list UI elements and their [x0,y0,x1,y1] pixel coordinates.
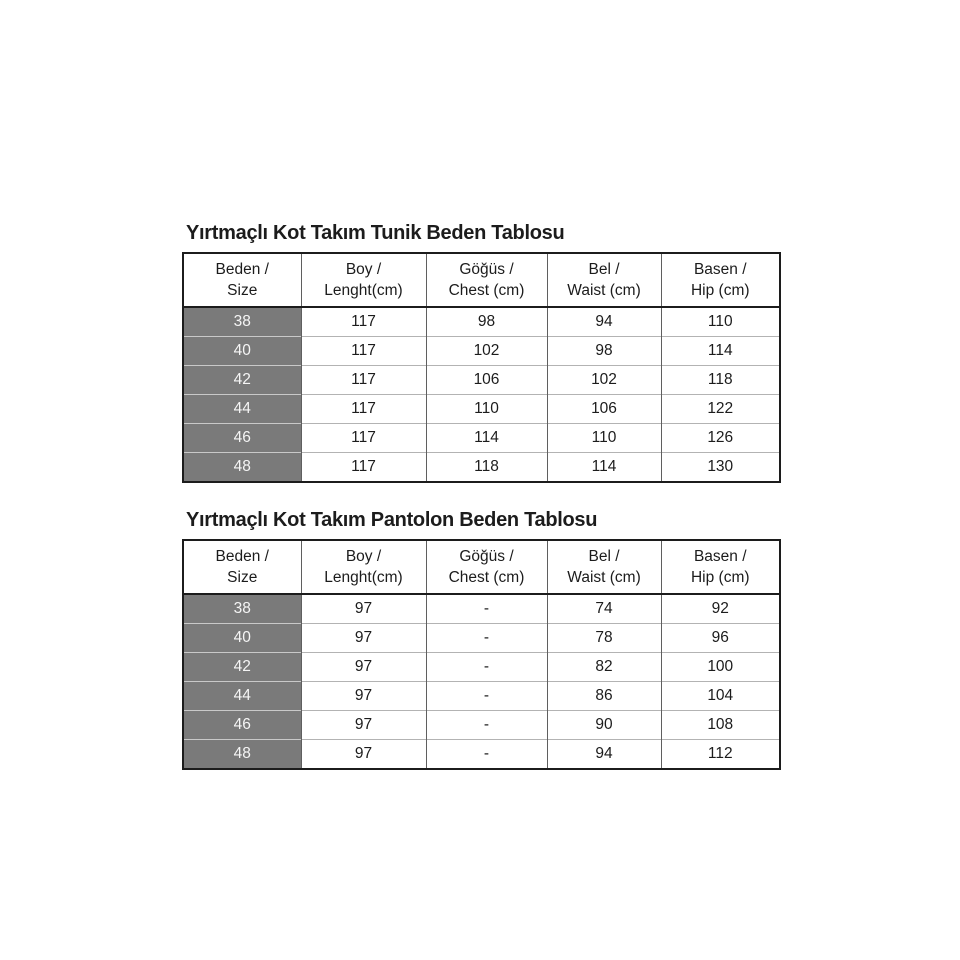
table-row [183,395,780,424]
pantolon-table-title: Yırtmaçlı Kot Takım Pantolon Beden Tablosu [186,509,598,531]
value-cell: 97 [301,682,426,711]
column-header: Basen / Hip (cm) [661,253,780,307]
value-cell: 114 [661,337,780,366]
table-row [183,624,780,653]
table-row [183,594,780,624]
size-cell: 38 [183,307,301,337]
column-header: Basen / Hip (cm) [661,540,780,594]
value-cell: - [426,711,547,740]
value-cell: 117 [301,307,426,337]
value-cell: - [426,740,547,770]
table-row [183,424,780,453]
table-row [183,682,780,711]
value-cell: 106 [547,395,661,424]
value-cell: 102 [426,337,547,366]
table-row [183,366,780,395]
table-body [183,594,780,769]
pantolon-size-table-section [182,509,779,770]
column-header: Bel / Waist (cm) [547,253,661,307]
table-row [183,307,780,337]
size-cell: 40 [183,624,301,653]
size-cell: 46 [183,711,301,740]
size-cell: 42 [183,366,301,395]
size-cell: 46 [183,424,301,453]
tunik-size-table [182,252,781,483]
value-cell: - [426,594,547,624]
value-cell: 96 [661,624,780,653]
value-cell: 90 [547,711,661,740]
table-row [183,337,780,366]
column-header: Bel / Waist (cm) [547,540,661,594]
value-cell: 78 [547,624,661,653]
value-cell: 114 [547,453,661,483]
table-header [183,253,780,307]
value-cell: 74 [547,594,661,624]
table-body [183,307,780,482]
column-header: Göğüs / Chest (cm) [426,253,547,307]
value-cell: 117 [301,366,426,395]
size-cell: 44 [183,682,301,711]
table-row [183,453,780,483]
size-cell: 44 [183,395,301,424]
column-header: Beden / Size [183,253,301,307]
value-cell: 106 [426,366,547,395]
value-cell: 108 [661,711,780,740]
table-row [183,653,780,682]
value-cell: 117 [301,453,426,483]
value-cell: 92 [661,594,780,624]
column-header: Beden / Size [183,540,301,594]
size-charts-content [182,222,779,796]
value-cell: 98 [547,337,661,366]
value-cell: - [426,653,547,682]
size-cell: 48 [183,453,301,483]
value-cell: 118 [426,453,547,483]
size-cell: 38 [183,594,301,624]
column-header: Göğüs / Chest (cm) [426,540,547,594]
tunik-table-title: Yırtmaçlı Kot Takım Tunik Beden Tablosu [186,222,565,244]
value-cell: 94 [547,307,661,337]
value-cell: 118 [661,366,780,395]
value-cell: - [426,682,547,711]
value-cell: 117 [301,424,426,453]
table-row [183,740,780,770]
value-cell: 110 [547,424,661,453]
value-cell: 94 [547,740,661,770]
table-row [183,711,780,740]
column-header: Boy / Lenght(cm) [301,253,426,307]
size-cell: 48 [183,740,301,770]
value-cell: 102 [547,366,661,395]
value-cell: 97 [301,740,426,770]
value-cell: 130 [661,453,780,483]
value-cell: 98 [426,307,547,337]
value-cell: 110 [426,395,547,424]
value-cell: 117 [301,395,426,424]
value-cell: 117 [301,337,426,366]
value-cell: 97 [301,624,426,653]
value-cell: - [426,624,547,653]
value-cell: 82 [547,653,661,682]
table-header [183,540,780,594]
value-cell: 112 [661,740,780,770]
pantolon-size-table [182,539,781,770]
size-cell: 40 [183,337,301,366]
value-cell: 97 [301,653,426,682]
value-cell: 114 [426,424,547,453]
value-cell: 110 [661,307,780,337]
value-cell: 86 [547,682,661,711]
value-cell: 122 [661,395,780,424]
column-header: Boy / Lenght(cm) [301,540,426,594]
value-cell: 104 [661,682,780,711]
value-cell: 97 [301,594,426,624]
size-cell: 42 [183,653,301,682]
value-cell: 97 [301,711,426,740]
tunik-size-table-section [182,222,779,483]
value-cell: 100 [661,653,780,682]
value-cell: 126 [661,424,780,453]
